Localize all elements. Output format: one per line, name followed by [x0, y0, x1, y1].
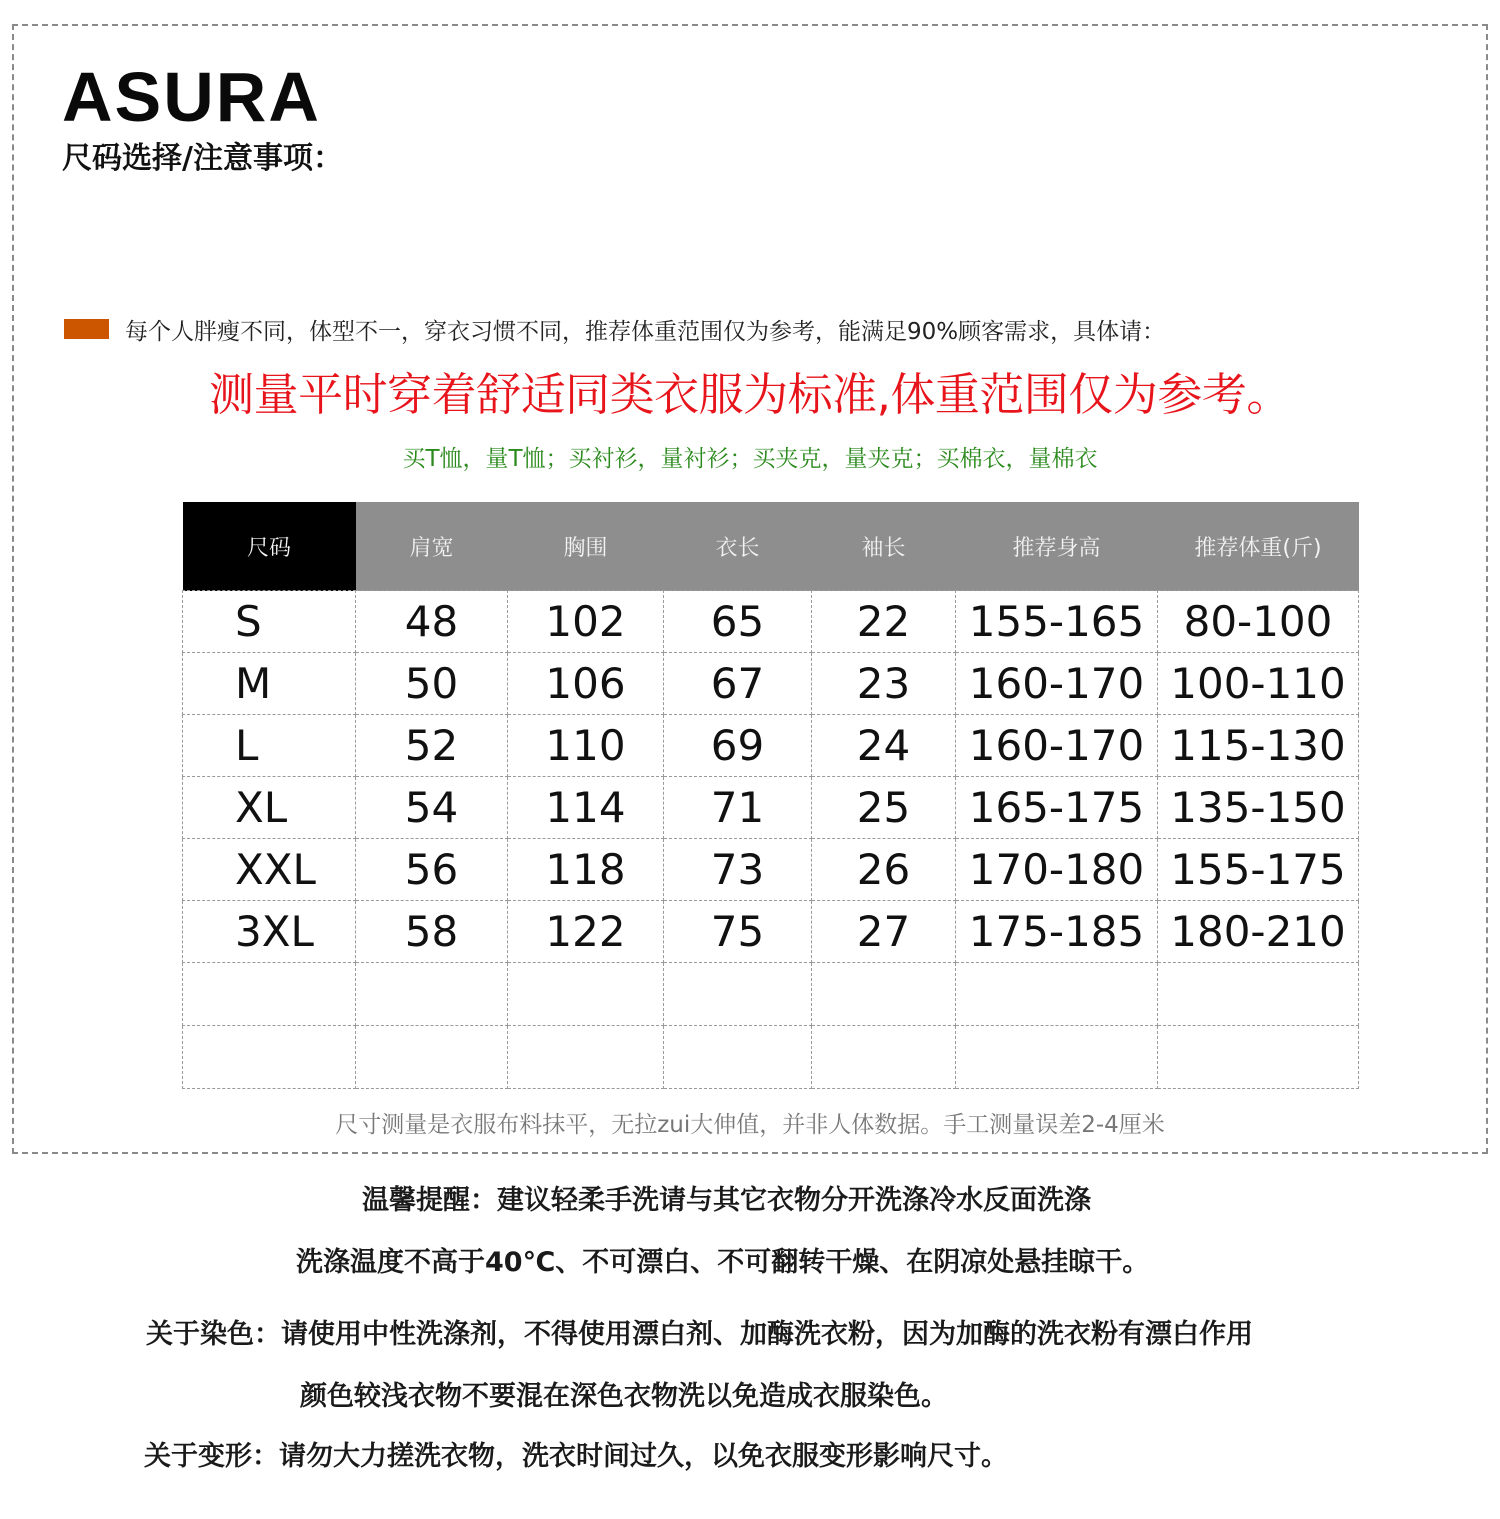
column-header-sleeve: 袖长	[812, 502, 956, 591]
height-cell: 155-165	[956, 591, 1158, 653]
chest-cell: 102	[508, 591, 664, 653]
column-header-height: 推荐身高	[956, 502, 1158, 591]
care-dye-line1: 关于染色：请使用中性洗涤剂，不得使用漂白剂、加酶洗衣粉，因为加酶的洗衣粉有漂白作用	[146, 1319, 1253, 1350]
column-header-length: 衣长	[664, 502, 812, 591]
empty-cell	[356, 963, 508, 1026]
table-row-empty	[183, 963, 1359, 1026]
care-reminder-line1: 温馨提醒：建议轻柔手洗请与其它衣物分开洗涤冷水反面洗涤	[362, 1185, 1091, 1216]
page-subtitle: 尺码选择/注意事项：	[62, 141, 343, 176]
length-cell: 75	[664, 901, 812, 963]
column-header-chest: 胸围	[508, 502, 664, 591]
empty-cell	[183, 1026, 356, 1089]
table-row	[183, 591, 1359, 653]
weight-cell: 100-110	[1158, 653, 1359, 715]
shoulder-cell: 54	[356, 777, 508, 839]
empty-cell	[812, 1026, 956, 1089]
empty-cell	[664, 963, 812, 1026]
empty-cell	[956, 1026, 1158, 1089]
size-cell: XXL	[183, 839, 356, 901]
empty-cell	[1158, 963, 1359, 1026]
weight-cell: 155-175	[1158, 839, 1359, 901]
notice-marker-icon	[64, 319, 109, 339]
sleeve-cell: 24	[812, 715, 956, 777]
table-row	[183, 715, 1359, 777]
shoulder-cell: 48	[356, 591, 508, 653]
chest-cell: 114	[508, 777, 664, 839]
empty-cell	[812, 963, 956, 1026]
measurement-footnote: 尺寸测量是衣服布料抹平，无拉zui大伸值，并非人体数据。手工测量误差2-4厘米	[335, 1112, 1165, 1138]
shoulder-cell: 58	[356, 901, 508, 963]
empty-cell	[508, 1026, 664, 1089]
sleeve-cell: 25	[812, 777, 956, 839]
height-cell: 165-175	[956, 777, 1158, 839]
table-row	[183, 839, 1359, 901]
sleeve-cell: 22	[812, 591, 956, 653]
column-header-weight: 推荐体重(斤)	[1158, 502, 1359, 591]
weight-cell: 80-100	[1158, 591, 1359, 653]
height-cell: 175-185	[956, 901, 1158, 963]
care-deform-line: 关于变形：请勿大力搓洗衣物，洗衣时间过久，以免衣服变形影响尺寸。	[144, 1441, 1008, 1472]
length-cell: 65	[664, 591, 812, 653]
size-cell: L	[183, 715, 356, 777]
height-cell: 160-170	[956, 653, 1158, 715]
chest-cell: 110	[508, 715, 664, 777]
size-table	[182, 502, 1359, 1089]
length-cell: 67	[664, 653, 812, 715]
length-cell: 71	[664, 777, 812, 839]
care-dye-line2: 颜色较浅衣物不要混在深色衣物洗以免造成衣服染色。	[300, 1381, 948, 1412]
weight-cell: 180-210	[1158, 901, 1359, 963]
care-reminder-line2: 洗涤温度不高于40℃、不可漂白、不可翻转干燥、在阴凉处悬挂晾干。	[296, 1247, 1150, 1278]
table-row-empty	[183, 1026, 1359, 1089]
notice-line	[64, 312, 1165, 346]
empty-cell	[1158, 1026, 1359, 1089]
weight-cell: 135-150	[1158, 777, 1359, 839]
size-cell: M	[183, 653, 356, 715]
length-cell: 73	[664, 839, 812, 901]
weight-cell: 115-130	[1158, 715, 1359, 777]
size-cell: 3XL	[183, 901, 356, 963]
empty-cell	[183, 963, 356, 1026]
notice-text: 每个人胖瘦不同，体型不一，穿衣习惯不同，推荐体重范围仅为参考，能满足90%顾客需求，具体请：	[125, 318, 1166, 345]
sleeve-cell: 27	[812, 901, 956, 963]
table-row	[183, 901, 1359, 963]
height-cell: 170-180	[956, 839, 1158, 901]
height-cell: 160-170	[956, 715, 1158, 777]
table-row	[183, 777, 1359, 839]
chest-cell: 106	[508, 653, 664, 715]
shoulder-cell: 56	[356, 839, 508, 901]
chest-cell: 118	[508, 839, 664, 901]
shoulder-cell: 50	[356, 653, 508, 715]
chest-cell: 122	[508, 901, 664, 963]
sleeve-cell: 23	[812, 653, 956, 715]
empty-cell	[356, 1026, 508, 1089]
brand-title: ASURA	[62, 58, 321, 136]
tagline: 买T恤，量T恤；买衬衫，量衬衫；买夹克，量夹克；买棉衣，量棉衣	[402, 446, 1098, 472]
column-header-shoulder: 肩宽	[356, 502, 508, 591]
headline: 测量平时穿着舒适同类衣服为标准,体重范围仅为参考。	[209, 368, 1291, 421]
shoulder-cell: 52	[356, 715, 508, 777]
empty-cell	[508, 963, 664, 1026]
table-row	[183, 653, 1359, 715]
size-cell: S	[183, 591, 356, 653]
length-cell: 69	[664, 715, 812, 777]
sleeve-cell: 26	[812, 839, 956, 901]
size-cell: XL	[183, 777, 356, 839]
empty-cell	[664, 1026, 812, 1089]
empty-cell	[956, 963, 1158, 1026]
column-header-size: 尺码	[183, 502, 356, 591]
table-header-row	[183, 502, 1359, 591]
